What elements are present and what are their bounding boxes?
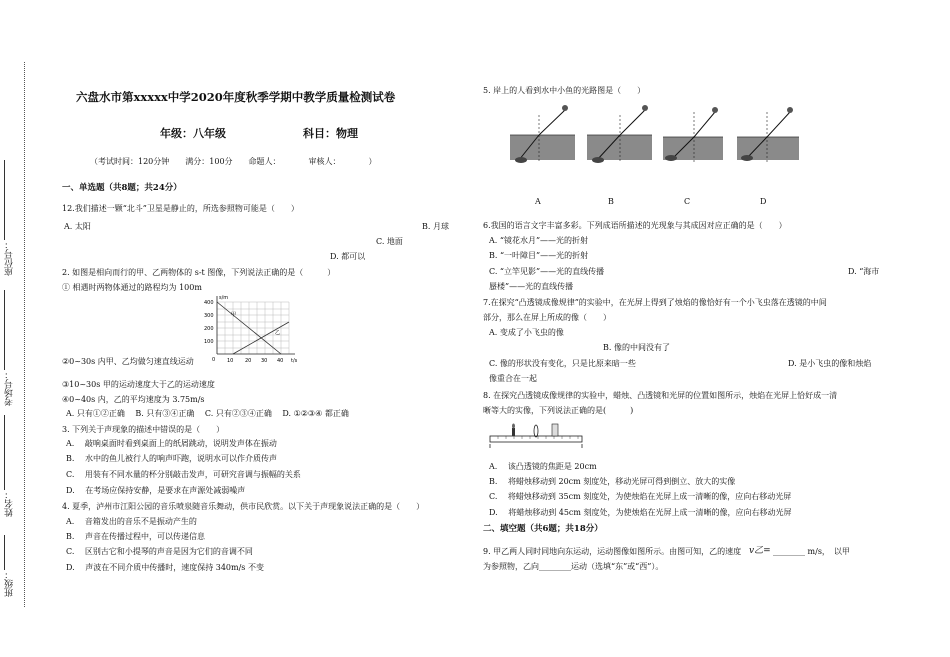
q2-statement-3: ③10~30s 甲的运动速度大于乙的运动速度 (62, 380, 215, 389)
q7-stem-line2: 部分，那么在屏上所成的像（ ） (483, 313, 611, 322)
q6-option-b: B. “一叶障目”——光的折射 (489, 251, 589, 260)
q5-label-d: D (760, 197, 767, 206)
q6-option-a: A. “镜花水月”——光的折射 (489, 236, 589, 245)
q2-statement-2: ②0~30s 内甲、乙均做匀速直线运动 (62, 357, 194, 366)
q7-option-d-part2: 像重合在一起 (489, 374, 537, 383)
q12-option-c: C. 地面 (376, 237, 403, 246)
x-unit: t/s (291, 358, 298, 364)
q4-option-b: B. 声音在传播过程中，可以传递信息 (66, 532, 205, 541)
section2-title: 二、填空题（共6题；共18分） (483, 524, 603, 534)
label-yi: 乙 (275, 330, 281, 336)
name-label: 姓名： (5, 490, 15, 517)
grade-label: 年级：八年级 (160, 127, 226, 140)
q12-stem: 12.我们描述一颗“北斗”卫星是静止的，所选参照物可能是（ ） (62, 204, 299, 213)
q3-option-d: D. 在考场应保持安静，是要求在声源处减弱噪声 (66, 486, 246, 495)
q2-options: A. 只有①②正确 B. 只有③④正确 C. 只有②③④正确 D. ①②③④ 都正确 (66, 409, 349, 418)
q9-line2: 为参照物，乙向________运动（选填“东”或“西”）。 (483, 562, 664, 571)
q8-option-a: A. 该凸透镜的焦距是 20cm (489, 462, 597, 471)
q12-option-d: D. 都可以 (330, 252, 366, 261)
q8-option-d: D. 将蜡烛移动到 45cm 刻度处，为使烛焰在光屏上成一清晰的像，应向右移动光屏 (489, 508, 792, 517)
q9-line1-part1: 9. 甲乙两人同时同地向东运动，运动图像如图所示。由图可知，乙的速度 (483, 547, 742, 556)
q5-label-b: B (608, 197, 614, 206)
section1-title: 一、单选题（共8题；共24分） (62, 183, 182, 193)
x-tick-20: 20 (245, 358, 252, 364)
q3-option-c: C. 用装有不同水量的杯分别敲击发声，可研究音调与振幅的关系 (66, 470, 301, 479)
q7-option-c: C. 像的形状没有变化，只是比原来暗一些 (489, 359, 636, 368)
q12-option-b: B. 月球 (422, 222, 449, 231)
seat-line (4, 160, 5, 240)
q6-stem: 6.我国的语言文字丰富多彩。下列成语所描述的光现象与其成因对应正确的是（ ） (483, 221, 787, 230)
st-graph (203, 292, 303, 368)
q3-stem: 3. 下列关于声现象的描述中错误的是（ ） (62, 425, 225, 434)
q8-option-c: C. 将蜡烛移动到 35cm 刻度处，为使烛焰在光屏上成一清晰的像，应向右移动光屏 (489, 492, 792, 501)
q6-option-d-part2: 蜃楼”——光的直线传播 (489, 282, 574, 291)
q4-stem: 4. 夏季，泸州市江阳公园的音乐喷泉随音乐舞动，供市民欣赏。以下关于声现象说法正确的是（ ） (62, 502, 425, 511)
q2-statement-4: ④0~40s 内，乙的平均速度为 3.75m/s (62, 395, 205, 404)
q2-statement-1: ① 相遇时两物体通过的路程均为 100m (62, 283, 202, 292)
flame (512, 424, 515, 429)
y-tick-100: 100 (204, 339, 214, 345)
subject-label: 科目：物理 (303, 127, 358, 140)
q5-stem: 5. 岸上的人看到水中小鱼的光路图是（ ） (483, 86, 646, 95)
line-yi (233, 322, 289, 354)
q7-stem-line1: 7.在探究“凸透镜成像规律”的实验中，在光屏上得到了烛焰的像恰好有一个小飞虫落在透镜的中间 (483, 298, 827, 307)
room-label: 考场号： (5, 370, 15, 406)
q7-option-a: A. 变成了小飞虫的像 (489, 328, 564, 337)
exam-info: （考试时间：120分钟 满分：100分 命题人： 审核人： ） (90, 157, 377, 166)
screen (552, 424, 558, 436)
q3-option-a: A. 敲响桌面时看到桌面上的纸屑跳动，说明发声体在振动 (66, 439, 277, 448)
x-tick-10: 10 (227, 358, 234, 364)
q4-option-a: A. 音箱发出的音乐不是振动产生的 (66, 517, 197, 526)
origin-label: 0 (212, 357, 216, 363)
q4-option-c: C. 区别古它和小提琴的声音是因为它们的音调不同 (66, 547, 253, 556)
x-tick-40: 40 (277, 358, 284, 364)
q7-option-b: B. 像的中间没有了 (603, 343, 670, 352)
optical-bench (488, 420, 584, 450)
q5-diagrams (505, 100, 815, 190)
y-unit: s/m (219, 295, 229, 301)
class-line (4, 535, 5, 570)
q4-option-d: D. 声波在不同介质中传播时，速度保持 340m/s 不变 (66, 563, 264, 572)
q5-diagram-b (587, 105, 652, 163)
binding-strip (11, 62, 25, 607)
q5-diagram-d (737, 107, 799, 162)
seat-label: 座位号： (5, 240, 15, 276)
q5-diagram-c (663, 107, 723, 162)
candle (512, 428, 515, 436)
q9-velocity-symbol: v乙= (749, 546, 771, 556)
q6-option-d-part1: D. “海市 (848, 267, 880, 276)
q7-option-d-part1: D. 是小飞虫的像和烛焰 (788, 359, 872, 368)
q5-label-c: C (684, 197, 691, 206)
exam-title: 六盘水市第xxxxx中学2020年度秋季学期中教学质量检测试卷 (76, 90, 396, 104)
q8-stem-line2: 晰等大的实像，下列说法正确的是( ) (483, 406, 634, 415)
room-line (4, 290, 5, 370)
q6-option-c: C. “立竿见影”——光的直线传播 (489, 267, 605, 276)
q2-stem: 2. 如图是相向而行的甲、乙两物体的 s-t 图像，下列说法正确的是（ ） (62, 268, 336, 277)
y-tick-400: 400 (204, 300, 214, 306)
class-label: 班级： (5, 570, 15, 597)
q12-option-a: A. 太阳 (64, 222, 91, 231)
x-tick-30: 30 (261, 358, 268, 364)
q9-line1-part2: ________ m/s， 以甲 (773, 547, 850, 556)
q5-diagram-a (510, 105, 575, 163)
y-tick-200: 200 (204, 326, 214, 332)
q8-stem-line1: 8. 在探究凸透镜成像规律的实验中，蜡烛、凸透镜和光屏的位置如图所示，烛焰在光屏上恰好成一清 (483, 391, 838, 400)
q8-option-b: B. 将蜡烛移动到 20cm 刻度处，移动光屏可得到倒立、放大的实像 (489, 477, 736, 486)
q5-label-a: A (535, 197, 541, 206)
label-jia: 甲 (231, 312, 237, 318)
y-tick-300: 300 (204, 313, 214, 319)
name-line (4, 415, 5, 490)
q3-option-b: B. 水中的鱼儿被行人的响声吓跑，说明水可以作介质传声 (66, 454, 277, 463)
lens (534, 425, 538, 437)
